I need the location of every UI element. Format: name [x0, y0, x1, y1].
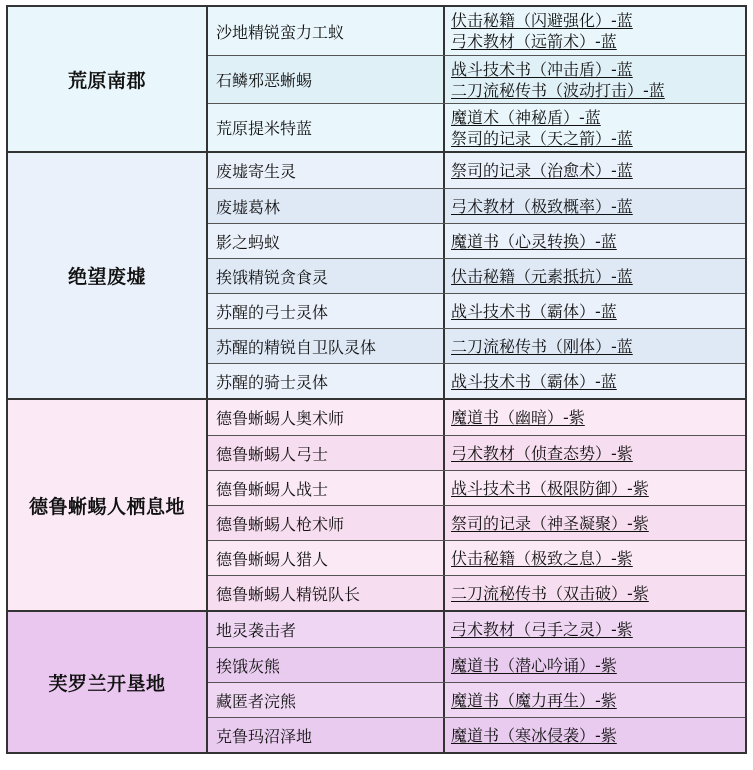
drop-item: 战斗技术书（极限防御）-紫 — [451, 478, 649, 498]
table-row — [208, 540, 745, 575]
drop-cell — [445, 364, 745, 398]
drop-cell — [445, 471, 745, 505]
monster-rows — [208, 153, 745, 398]
table-row — [208, 682, 745, 717]
drop-cell — [445, 718, 745, 752]
drop-item: 伏击秘籍（闪避强化）-蓝 — [451, 11, 633, 30]
table-row — [208, 435, 745, 470]
table-row — [208, 575, 745, 610]
drop-cell — [445, 436, 745, 470]
table-row — [208, 293, 745, 328]
monster-name: 德鲁蜥蜴人奥术师 — [208, 400, 445, 435]
drop-cell — [445, 400, 745, 435]
drop-cell — [445, 153, 745, 188]
monster-rows — [208, 400, 745, 610]
drop-item: 弓术教材（弓手之灵）-紫 — [451, 620, 633, 639]
monster-name: 德鲁蜥蜴人精锐队长 — [208, 576, 445, 610]
monster-rows — [208, 7, 745, 151]
drop-item: 弓术教材（远箭术）-蓝 — [451, 32, 617, 51]
monster-name: 克鲁玛沼泽地 — [208, 718, 445, 752]
drop-cell — [445, 224, 745, 258]
drop-cell — [445, 189, 745, 223]
table-row — [208, 647, 745, 682]
drop-item: 战斗技术书（霸体）-蓝 — [451, 371, 617, 391]
table-row — [208, 400, 745, 435]
monster-name: 苏醒的骑士灵体 — [208, 364, 445, 398]
region-section — [6, 151, 747, 400]
table-row — [208, 363, 745, 398]
drop-item: 魔道书（魔力再生）-紫 — [451, 690, 617, 710]
region-name: 德鲁蜥蜴人栖息地 — [8, 400, 208, 610]
drop-table — [6, 5, 747, 754]
monster-name: 影之蚂蚁 — [208, 224, 445, 258]
monster-name: 废墟葛林 — [208, 189, 445, 223]
monster-name: 挨饿灰熊 — [208, 648, 445, 682]
table-row — [208, 7, 745, 55]
region-section — [6, 398, 747, 612]
monster-name: 德鲁蜥蜴人战士 — [208, 471, 445, 505]
drop-cell — [445, 576, 745, 610]
drop-cell — [445, 259, 745, 293]
table-row — [208, 258, 745, 293]
table-row — [208, 188, 745, 223]
region-name: 芙罗兰开垦地 — [8, 612, 208, 752]
drop-item: 伏击秘籍（元素抵抗）-蓝 — [451, 266, 633, 286]
drop-item: 祭司的记录（天之箭）-蓝 — [451, 128, 633, 148]
drop-item: 魔道书（寒冰侵袭）-紫 — [451, 725, 617, 745]
monster-name: 挨饿精锐贪食灵 — [208, 259, 445, 293]
drop-item: 祭司的记录（治愈术）-蓝 — [451, 161, 633, 180]
drop-item: 二刀流秘传书（双击破）-紫 — [451, 583, 649, 603]
table-row — [208, 223, 745, 258]
drop-item: 战斗技术书（冲击盾）-蓝 — [451, 59, 633, 79]
table-row — [208, 717, 745, 752]
table-row — [208, 55, 745, 103]
drop-cell — [445, 104, 745, 151]
drop-item: 战斗技术书（霸体）-蓝 — [451, 301, 617, 321]
drop-item: 祭司的记录（神圣凝聚）-紫 — [451, 513, 649, 533]
monster-name: 德鲁蜥蜴人弓士 — [208, 436, 445, 470]
monster-name: 德鲁蜥蜴人枪术师 — [208, 506, 445, 540]
monster-name: 苏醒的精锐自卫队灵体 — [208, 329, 445, 363]
drop-cell — [445, 56, 745, 103]
drop-item: 魔道书（潜心吟诵）-紫 — [451, 655, 617, 675]
region-name: 绝望废墟 — [8, 153, 208, 398]
monster-name: 荒原提米特蓝 — [208, 104, 445, 151]
drop-item: 伏击秘籍（极致之息）-紫 — [451, 548, 633, 568]
drop-cell — [445, 648, 745, 682]
drop-item: 魔道书（幽暗）-紫 — [451, 408, 585, 427]
drop-cell — [445, 294, 745, 328]
drop-cell — [445, 541, 745, 575]
region-section — [6, 610, 747, 754]
monster-name: 石鳞邪恶蜥蜴 — [208, 56, 445, 103]
table-row — [208, 328, 745, 363]
monster-name: 地灵袭击者 — [208, 612, 445, 647]
table-row — [208, 612, 745, 647]
drop-cell — [445, 329, 745, 363]
monster-name: 德鲁蜥蜴人猎人 — [208, 541, 445, 575]
drop-item: 弓术教材（侦查态势）-紫 — [451, 443, 633, 463]
table-row — [208, 153, 745, 188]
drop-item: 二刀流秘传书（波动打击）-蓝 — [451, 80, 665, 100]
region-section — [6, 5, 747, 153]
drop-cell — [445, 7, 745, 55]
monster-name: 沙地精锐蛮力工蚁 — [208, 7, 445, 55]
drop-item: 二刀流秘传书（刚体）-蓝 — [451, 336, 633, 356]
drop-item: 魔道书（心灵转换）-蓝 — [451, 231, 617, 251]
drop-cell — [445, 683, 745, 717]
table-row — [208, 505, 745, 540]
monster-rows — [208, 612, 745, 752]
table-row — [208, 470, 745, 505]
monster-name: 废墟寄生灵 — [208, 153, 445, 188]
monster-name: 苏醒的弓士灵体 — [208, 294, 445, 328]
region-name: 荒原南郡 — [8, 7, 208, 151]
drop-cell — [445, 612, 745, 647]
drop-item: 魔道术（神秘盾）-蓝 — [451, 107, 601, 127]
drop-cell — [445, 506, 745, 540]
table-row — [208, 103, 745, 151]
drop-item: 弓术教材（极致概率）-蓝 — [451, 196, 633, 216]
monster-name: 藏匿者浣熊 — [208, 683, 445, 717]
